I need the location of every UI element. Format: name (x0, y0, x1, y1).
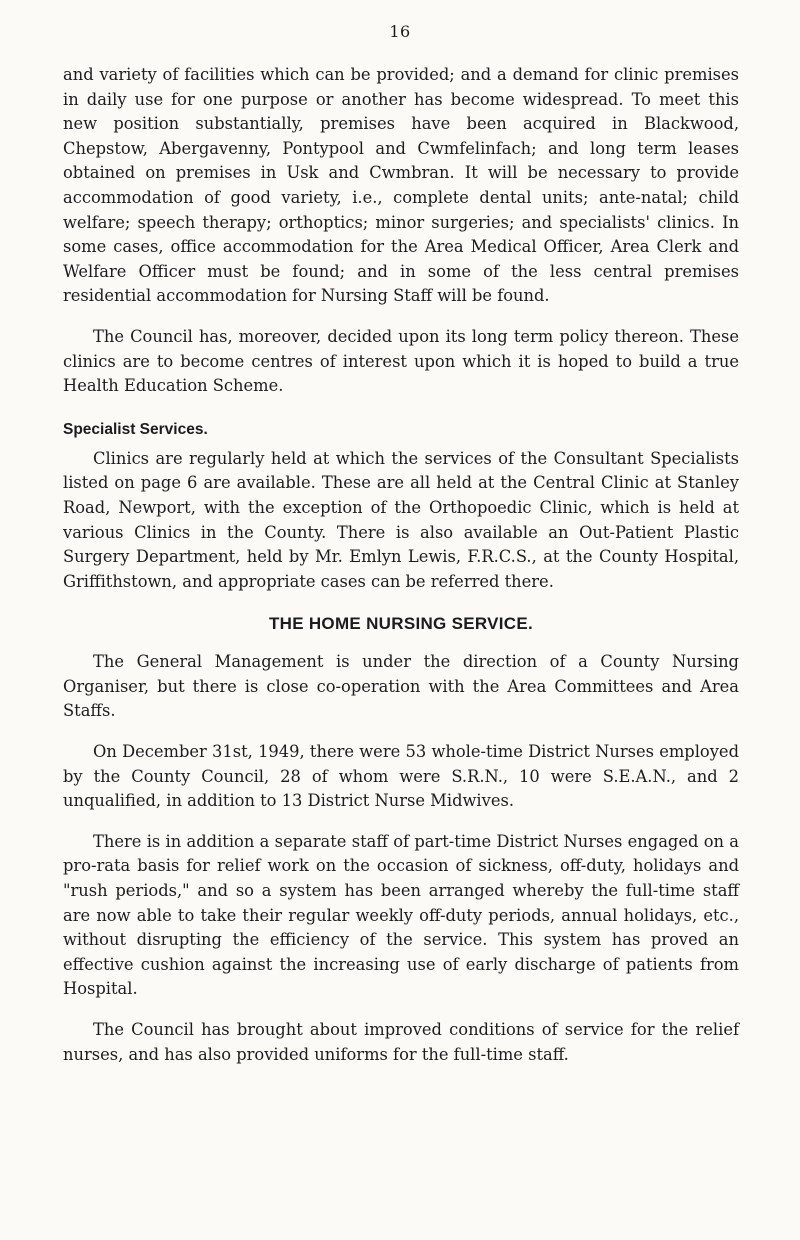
home-nursing-paragraph-3: There is in addition a separate staff of part-time District Nurses engaged on a pro-rata basis for relief work on the occasion of sickness, off-duty, holidays and "rush periods," and so a system has been arranged whereby the full-time staff are now able to take their regular weekly off-duty periods, annual holidays, etc., without disrupting the efficiency of the service. This system has proved an effective cushion against the increasing use of early discharge of patients from Hospital. (63, 831, 739, 999)
intro-paragraph-1: and variety of facilities which can be provided; and a demand for clinic premises in daily use for one purpose or another has become widespread. To meet this new position substantially, premises have been acquired in Blackwood, Chepstow, Abergavenny, Pontypool and Cwmfelinfach; and long term leases obtained on premises in Usk and Cwmbran. It will be necessary to provide accommodation of good variety, i.e., complete dental units; ante-natal; child welfare; speech therapy; orthoptics; minor surgeries; and specialists' clinics. In some cases, office accommodation for the Area Medical Officer, Area Clerk and Welfare Officer must be found; and in some of the less central premises residential accommodation for Nursing Staff will be found. (63, 65, 739, 306)
specialist-services-paragraph: Clinics are regularly held at which the services of the Consultant Specialists listed on page 6 are available. These are all held at the Central Clinic at Stanley Road, Newport, with the exception of the Orthopoedic Clinic, which is held at various Clinics in the County. There is also available an Out-Patient Plastic Surgery Department, held by Mr. Emlyn Lewis, F.R.C.S., at the County Hospital, Griffithstown, and appropriate cases can be referred there. (63, 448, 739, 591)
home-nursing-paragraph-4: The Council has brought about improved conditions of service for the relief nurses, and has also provided uniforms for the full-time staff. (63, 1020, 739, 1064)
home-nursing-paragraph-1: The General Management is under the direction of a County Nursing Organiser, but there is close co-operation with the Area Committees and Area Staffs. (63, 652, 739, 721)
home-nursing-paragraph-2: On December 31st, 1949, there were 53 whole-time District Nurses employed by the County Council, 28 of whom were S.R.N., 10 were S.E.A.N., and 2 unqualified, in addition to 13 District Nurse Midwives. (63, 742, 739, 811)
home-nursing-heading: THE HOME NURSING SERVICE. (268, 614, 534, 634)
intro-paragraph-2: The Council has, moreover, decided upon its long term policy thereon. These clinics are to become centres of interest upon which it is hoped to build a true Health Education Scheme. (63, 326, 739, 396)
body-text (63, 63, 739, 1083)
page-number: 16 (389, 22, 411, 41)
specialist-services-heading: Specialist Services. (63, 420, 208, 438)
